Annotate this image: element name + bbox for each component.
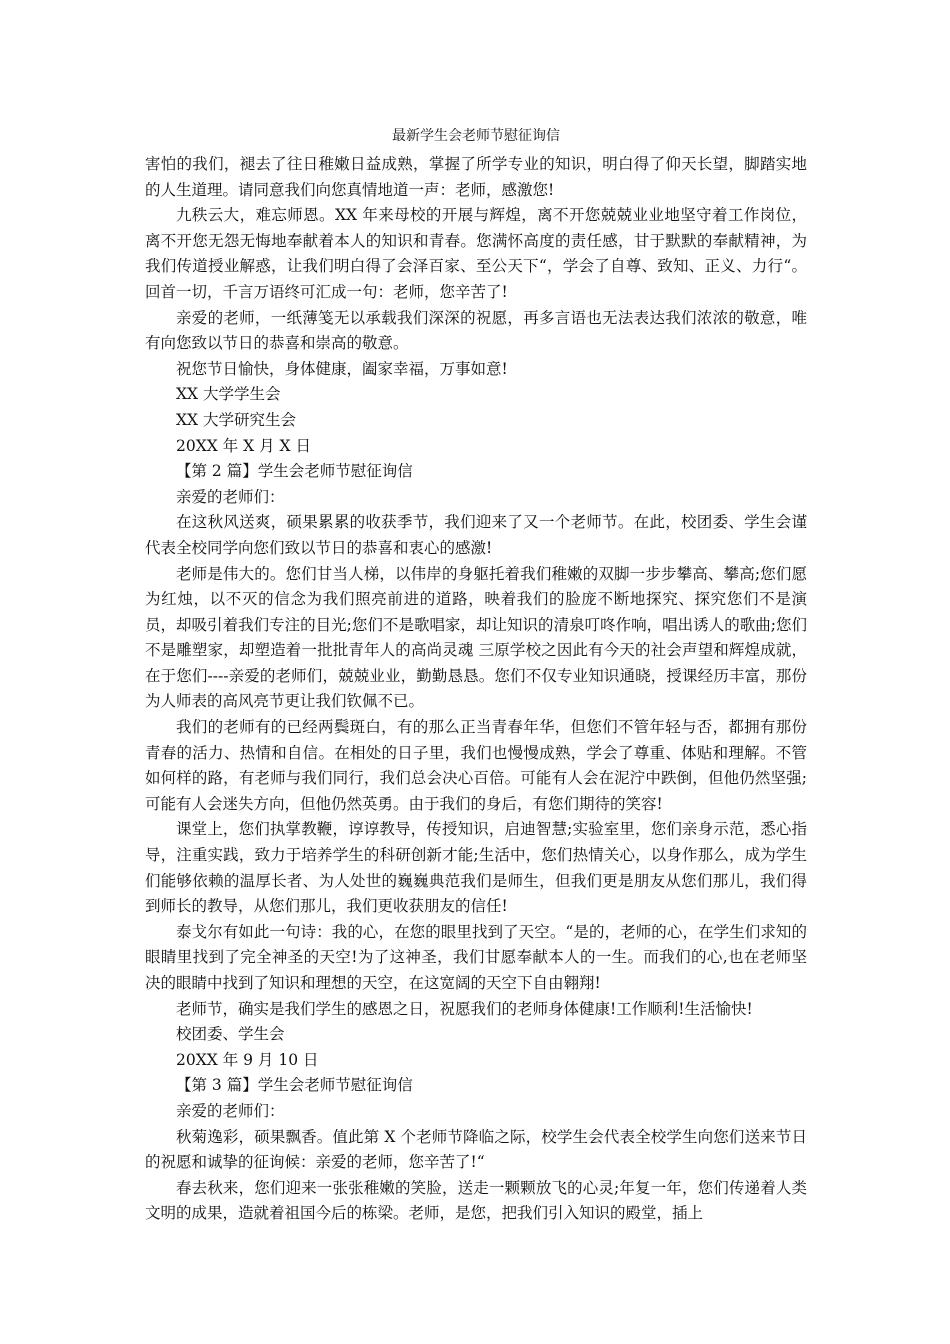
paragraph: 亲爱的老师们： (176, 487, 285, 506)
paragraph: 在这秋风送爽，硕果累累的收获季节，我们迎来了又一个老师节。在此，校团委、学生会谨代表全校同学向您们致以节日的恭喜和衷心的感激! (145, 513, 807, 557)
paragraph: 课堂上，您们执掌教鞭，谆谆教导，传授知识，启迪智慧;实验室里，您们亲身示范，悉心指导，注重实践，致力于培养学生的科研创新才能;生活中，您们热情关心，以身作那么，成为学生们能够依赖的温厚长者、为人处世的巍巍典范我们是师生，但我们更是朋友从您们那儿，我们得到师长的教导，从您们那儿，我们更收获朋友的信任! (145, 820, 807, 916)
paragraph: 泰戈尔有如此一句诗：我的心，在您的眼里找到了天空。“是的，老师的心，在学生们求知的眼睛里找到了完全神圣的天空!为了这神圣，我们甘愿奉献本人的一生。而我们的心,也在老师坚决的眼睛中找到了知识和理想的天空，在这宽阔的天空下自由翱翔! (145, 922, 807, 992)
paragraph: 秋菊逸彩，硕果飘香。值此第 X 个老师节降临之际，校学生会代表全校学生向您们送来节日的祝愿和诚挚的征询候：亲爱的老师，您辛苦了!“ (145, 1127, 807, 1172)
paragraph: 【第 2 篇】学生会老师节慰征询信 (176, 462, 413, 481)
paragraph: 我们的老师有的已经两鬓斑白，有的那么正当青春年华，但您们不管年轻与否，都拥有那份青春的活力、热情和自信。在相处的日子里，我们也慢慢成熟，学会了尊重、体贴和理解。不管如何样的路，有老师与我们同行，我们总会决心百倍。可能有人会在泥泞中跌倒，但他仍然坚强;可能有人会迷失方向，但他仍然英勇。由于我们的身后，有您们期待的笑容! (145, 718, 807, 813)
paragraph: 老师节，确实是我们学生的感恩之日，祝愿我们的老师身体健康!工作顺利!生活愉快! (176, 999, 753, 1018)
paragraph: 20XX 年 X 月 X 日 (176, 436, 311, 455)
paragraph: 亲爱的老师们： (176, 1101, 285, 1120)
paragraph: 老师是伟大的。您们甘当人梯，以伟岸的身躯托着我们稚嫩的双脚一步步攀高、攀高;您们愿为红烛，以不灭的信念为我们照亮前进的道路，映着我们的脸庞不断地探究、探究您们不是演员，却吸引着我们专注的目光;您们不是歌唱家，却让知识的清泉叮咚作响，唱出诱人的歌曲;您们不是雕塑家，却塑造着一批批青年人的高尚灵魂 三原学校之因此有今天的社会声望和辉煌成就，在于您们----亲爱的老师们，兢兢业业，勤勤恳恳。您们不仅专业知识通晓，授课经历丰富，那份为人师表的高风亮节更让我们钦佩不已。 (145, 564, 807, 711)
paragraph: 九秩云大，难忘师恩。XX 年来母校的开展与辉煌，离不开您兢兢业业地坚守着工作岗位，离不开您无怨无悔地奉献着本人的知识和青春。您满怀高度的责任感，甘于默默的奉献精神，为我们传道授业解惑，让我们明白得了会泽百家、至公天下“，学会了自尊、致知、正义、力行“。回首一切，千言万语终可汇成一句：老师，您辛苦了! (145, 206, 807, 301)
paragraph: 校团委、学生会 (176, 1025, 285, 1044)
paragraph: 春去秋来，您们迎来一张张稚嫩的笑脸，送走一颗颗放飞的心灵;年复一年，您们传递着人类文明的成果，造就着祖国今后的栋梁。老师，是您，把我们引入知识的殿堂，插上 (145, 1178, 807, 1223)
paragraph: XX 大学研究生会 (176, 410, 296, 429)
paragraph: 亲爱的老师，一纸薄笺无以承载我们深深的祝愿，再多言语也无法表达我们浓浓的敬意，唯有向您致以节日的恭喜和崇高的敬意。 (145, 308, 807, 353)
paragraph: 害怕的我们，褪去了往日稚嫩日益成熟，掌握了所学专业的知识，明白得了仰天长望，脚踏实地的人生道理。请同意我们向您真情地道一声：老师，感激您! (145, 155, 807, 199)
document-body (145, 120, 807, 1227)
paragraph: 20XX 年 9 月 10 日 (176, 1050, 319, 1069)
paragraph-list (145, 152, 807, 1227)
paragraph: 【第 3 篇】学生会老师节慰征询信 (176, 1076, 413, 1095)
document-title: 最新学生会老师节慰征询信 (392, 128, 560, 144)
paragraph: 祝您节日愉快，身体健康，阖家幸福，万事如意! (176, 359, 508, 378)
paragraph: XX 大学学生会 (176, 385, 281, 404)
